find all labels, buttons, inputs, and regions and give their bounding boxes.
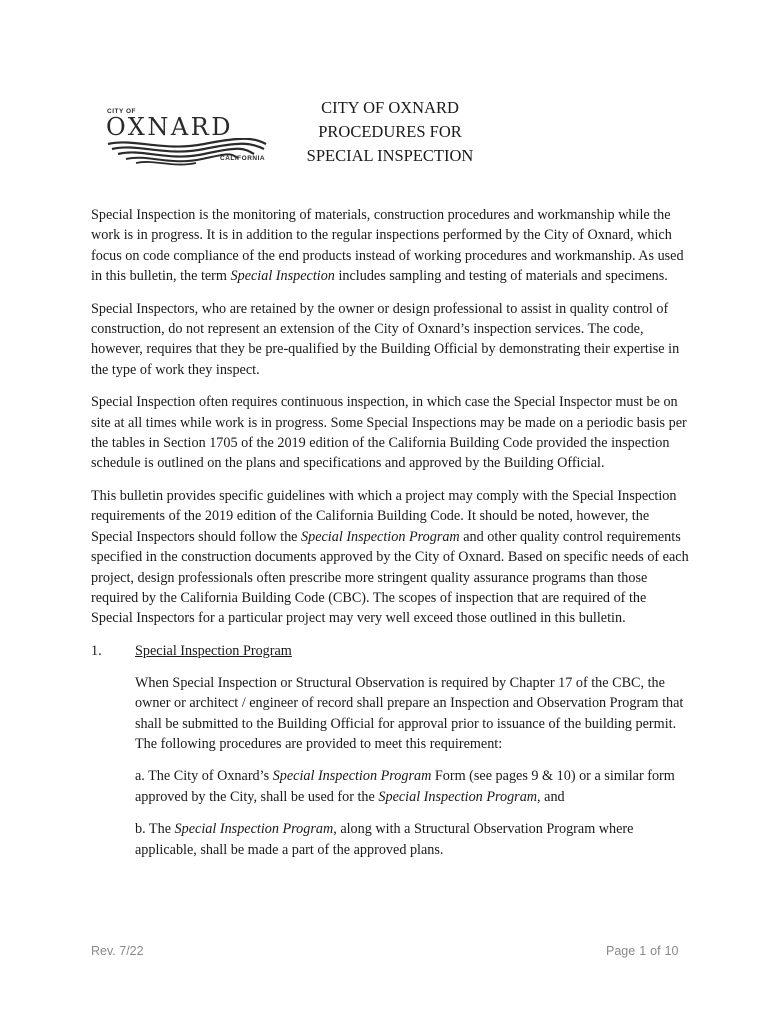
paragraph-inspectors: Special Inspectors, who are retained by the owner or design professional to assist in quality control of construction, do not represent an extension of the City of Oxnard’s inspection services. The code, however, requires that they be pre-qualified by the Building Official by demonstrating their expertise in the type of work they inspect. <box>91 300 680 378</box>
section-1-item-a: a. The City of Oxnard’s Special Inspection Program Form (see pages 9 & 10) or a similar form approved by the City, shall be used for the Special Inspection Program, and <box>135 768 675 805</box>
paragraph-bulletin-guidelines: This bulletin provides specific guidelines with which a project may comply with the Special Inspection requirements of the 2019 edition of the California Building Code. It should be noted, however, the Special Inspectors should follow the Special Inspection Program and other quality control requirements specified in the construction documents approved by the City of Oxnard. Based on specific needs of each project, design professionals often prescribe more stringent quality assurance programs than those required by the California Building Code (CBC). The scopes of inspection that are required of the Special Inspectors for a particular project may very well exceed those outlined in this bulletin. <box>91 487 689 627</box>
section-1-heading <box>91 641 691 661</box>
footer-revision: Rev. 7/22 <box>91 944 144 958</box>
logo-waves-icon <box>104 138 270 168</box>
section-1-title: Special Inspection Program <box>135 642 292 659</box>
logo-city-of-text: CITY OF <box>107 108 137 115</box>
section-1-item-b: b. The Special Inspection Program, along with a Structural Observation Program where applicable, shall be made a part of the approved plans. <box>135 821 634 858</box>
paragraph-definition: Special Inspection is the monitoring of materials, construction procedures and workmanship while the work is in progress. It is in addition to the regular inspections performed by the City of Oxnard, which focus on code compliance of the end products instead of working procedures and workmanship. As used in this bulletin, the term Special Inspection includes sampling and testing of materials and specimens. <box>91 207 684 285</box>
paragraph-continuous-inspection: Special Inspection often requires continuous inspection, in which case the Special Inspector must be on site at all times while work is in progress. Some Special Inspections may be made on a periodic basis per the tables in Section 1705 of the 2019 edition of the California Building Code provided the inspection schedule is outlined on the plans and specifications and approved by the Building Official. <box>91 394 687 472</box>
logo-state-text: CALIFORNIA <box>220 155 266 162</box>
logo-name-text: OXNARD <box>106 113 233 141</box>
document-body <box>91 205 691 872</box>
section-1-intro: When Special Inspection or Structural Observation is required by Chapter 17 of the CBC, the owner or architect / engineer of record shall prepare an Inspection and Observation Program that shall be submitted to the Building Official for approval prior to issuance of the building permit. The following procedures are provided to meet this requirement: <box>135 674 684 752</box>
title-line-3: SPECIAL INSPECTION <box>306 146 474 165</box>
city-logo <box>104 108 270 174</box>
title-line-2: PROCEDURES FOR <box>318 122 462 141</box>
footer-page-number: Page 1 of 10 <box>606 944 679 958</box>
document-title <box>290 96 490 168</box>
section-1-number: 1. <box>91 642 102 659</box>
title-line-1: CITY OF OXNARD <box>321 98 459 117</box>
